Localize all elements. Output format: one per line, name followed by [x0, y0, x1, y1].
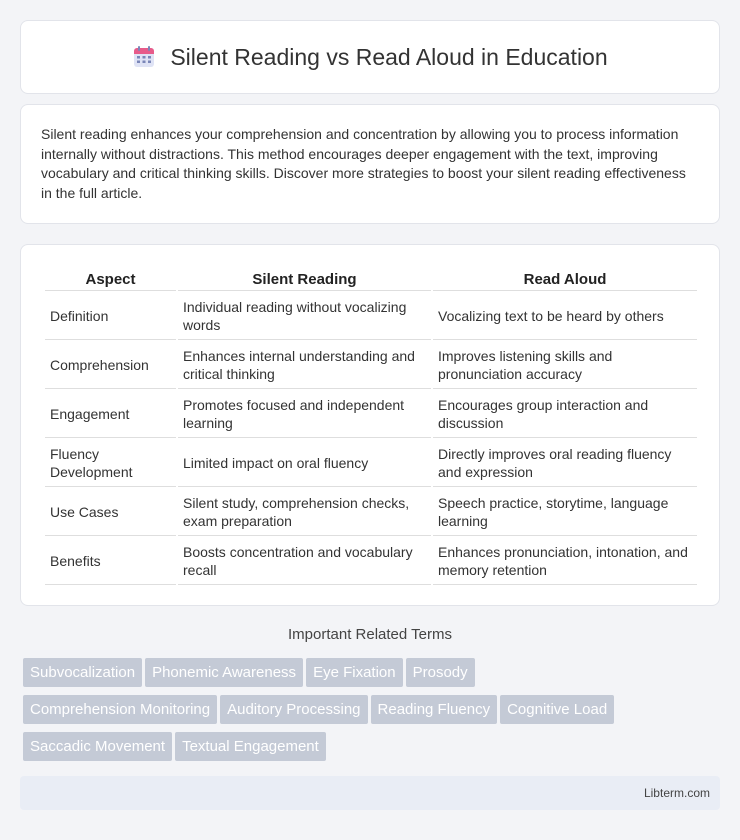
- row-silent-reading: Enhances internal understanding and critical thinking: [178, 342, 431, 389]
- table-header-row: [45, 267, 697, 291]
- related-terms-title: Important Related Terms: [288, 626, 452, 643]
- row-read-aloud: Encourages group interaction and discussion: [433, 391, 697, 438]
- row-read-aloud: Speech practice, storytime, language learning: [433, 489, 697, 536]
- tag-cognitive-load[interactable]: Cognitive Load: [500, 695, 614, 724]
- header-card: [20, 20, 720, 94]
- header-aspect: Aspect: [45, 267, 176, 291]
- tag-eye-fixation[interactable]: Eye Fixation: [306, 658, 403, 687]
- table-row: [45, 391, 697, 438]
- row-aspect: Definition: [45, 293, 176, 340]
- footer-site-link[interactable]: Libterm.com: [643, 786, 710, 800]
- header-read-aloud: Read Aloud: [433, 267, 697, 291]
- tag-phonemic-awareness[interactable]: Phonemic Awareness: [145, 658, 303, 687]
- tag-auditory-processing[interactable]: Auditory Processing: [220, 695, 367, 724]
- row-silent-reading: Boosts concentration and vocabulary recall: [178, 538, 431, 585]
- table-row: [45, 342, 697, 389]
- row-silent-reading: Silent study, comprehension checks, exam preparation: [178, 489, 431, 536]
- row-aspect: Benefits: [45, 538, 176, 585]
- intro-text: Silent reading enhances your comprehension and concentration by allowing you to process information internally without distractions. This method encourages deeper engagement with the text, improving vocabulary and critical thinking skills. Discover more strategies to boost your silent reading effectiveness in the full article.: [41, 126, 686, 201]
- row-silent-reading: Individual reading without vocalizing words: [178, 293, 431, 340]
- row-aspect: Comprehension: [45, 342, 176, 389]
- header-silent-reading: Silent Reading: [178, 267, 431, 291]
- tag-reading-fluency[interactable]: Reading Fluency: [371, 695, 498, 724]
- comparison-table: [43, 265, 699, 587]
- row-read-aloud: Enhances pronunciation, intonation, and memory retention: [433, 538, 697, 585]
- tag-comprehension-monitoring[interactable]: Comprehension Monitoring: [23, 695, 217, 724]
- table-row: [45, 440, 697, 487]
- table-row: [45, 489, 697, 536]
- table-row: [45, 293, 697, 340]
- footer: [20, 776, 720, 810]
- page-title: Silent Reading vs Read Aloud in Education: [170, 43, 608, 70]
- row-silent-reading: Promotes focused and independent learning: [178, 391, 431, 438]
- row-read-aloud: Improves listening skills and pronunciation accuracy: [433, 342, 697, 389]
- tag-textual-engagement[interactable]: Textual Engagement: [175, 732, 326, 761]
- tag-saccadic-movement[interactable]: Saccadic Movement: [23, 732, 172, 761]
- row-read-aloud: Directly improves oral reading fluency and expression: [433, 440, 697, 487]
- intro-card: [20, 104, 720, 224]
- row-aspect: Use Cases: [45, 489, 176, 536]
- table-row: [45, 538, 697, 585]
- calendar-icon: [132, 45, 156, 69]
- row-read-aloud: Vocalizing text to be heard by others: [433, 293, 697, 340]
- row-silent-reading: Limited impact on oral fluency: [178, 440, 431, 487]
- related-terms-list: [23, 658, 723, 769]
- comparison-table-card: [20, 244, 720, 606]
- row-aspect: Fluency Development: [45, 440, 176, 487]
- row-aspect: Engagement: [45, 391, 176, 438]
- tag-subvocalization[interactable]: Subvocalization: [23, 658, 142, 687]
- tag-prosody[interactable]: Prosody: [406, 658, 475, 687]
